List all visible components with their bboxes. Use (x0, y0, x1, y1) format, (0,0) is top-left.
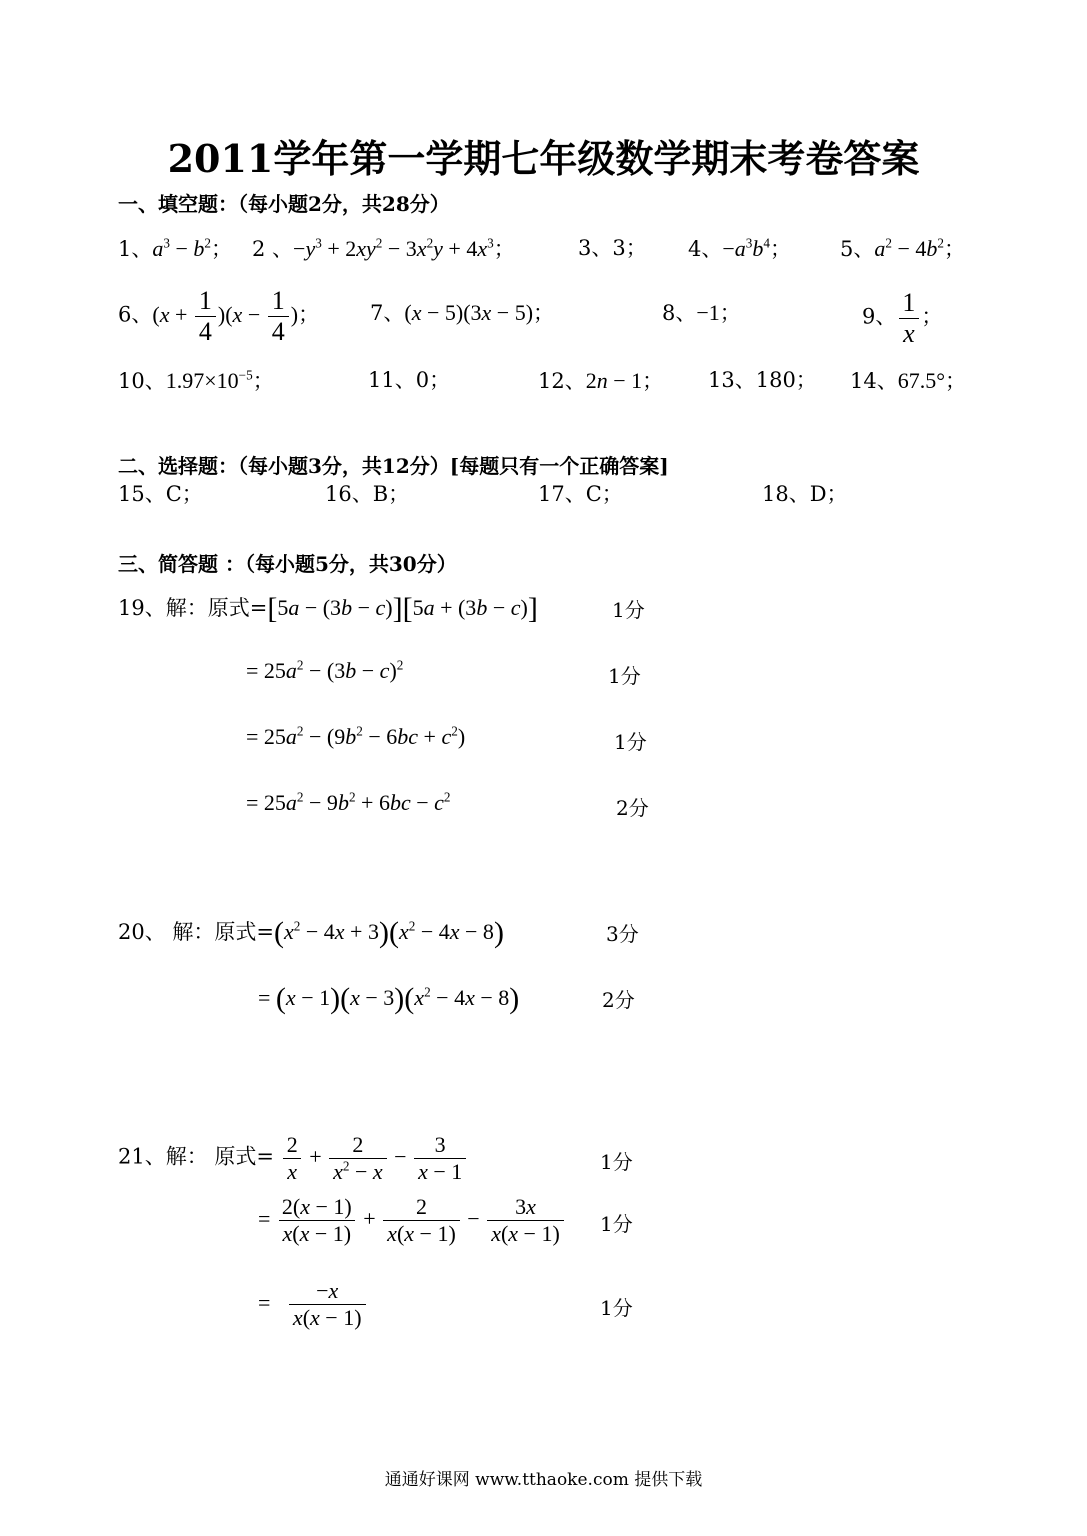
problem-21-line-3: = $\frac{-x}{x(x - 1)}$ (258, 1280, 368, 1329)
answer-16: 16、B； (325, 482, 410, 506)
answer-15: 15、C； (118, 482, 203, 506)
answer-17: 17、C； (538, 482, 623, 506)
problem-20-line-1: 20、 解：原式$=(x^2 - 4x + 3)(x^2 - 4x - 8)$ (118, 916, 504, 949)
answer-4: 4、$-a^3b^4$； (688, 235, 791, 261)
problem-19-line-3: = $25a^2 - (9b^2 - 6bc + c^2)$ (246, 723, 466, 749)
page-title: 2011学年第一学期七年级数学期末考卷答案 (167, 136, 920, 181)
answer-3: 3、3； (578, 236, 647, 260)
problem-19-score-3: 1分 (614, 730, 647, 754)
footer-note: 通通好课网 www.tthaoke.com 提供下载 (384, 1470, 703, 1490)
answer-9: 9、 $\frac{1}{x}$ ； (862, 288, 943, 348)
problem-21-score-1: 1分 (600, 1150, 633, 1174)
problem-20-score-2: 2分 (602, 988, 635, 1012)
section-fill-heading: 一、填空题：（每小题2分，共28分） (118, 192, 450, 216)
answer-6: 6、(x + $\frac{1}{4}$ )(x − $\frac{1}{4}$ )； (118, 286, 320, 346)
problem-19-line-1: 19、解：原式=[5a − (3b − c)][5a + (3b − c)] (118, 592, 538, 625)
problem-19-score-1: 1分 (612, 598, 645, 622)
problem-21-line-2: = $\frac{2(x - 1)}{x(x - 1)}$ + $\frac{2}{x(x - 1)}$ − $\frac{3x}{x(x - 1)}$ (258, 1196, 566, 1245)
problem-21-score-2: 1分 (600, 1212, 633, 1236)
problem-19-line-4: = $25a^2 - 9b^2 + 6bc - c^2$ (246, 789, 451, 815)
answer-5: 5、$a^2 - 4b^2$； (840, 235, 965, 261)
answer-8: 8、−1； (662, 300, 741, 325)
problem-19-score-4: 2分 (616, 796, 649, 820)
section-short-heading: 三、简答题 ：（每小题5分，共30分） (118, 552, 457, 576)
answer-13: 13、180； (708, 368, 817, 392)
problem-19-score-2: 1分 (608, 664, 641, 688)
answer-14: 14、67.5°； (850, 368, 967, 393)
answer-7: 7、(x − 5)(3x − 5)； (370, 300, 555, 325)
answer-18: 18、D； (762, 482, 848, 506)
answer-1: 1、$a^3 - b^2$； (118, 235, 232, 261)
problem-20-score-1: 3分 (606, 922, 639, 946)
answer-12: 12、2n − 1； (538, 368, 664, 393)
section-choice-heading: 二、选择题：（每小题3分，共12分）[每题只有一个正确答案] (118, 454, 669, 478)
problem-21-line-1: 21、解： 原式= $\frac{2}{x}$ + $\frac{2}{x^2 - x}$ − $\frac{3}{x - 1}$ (118, 1134, 468, 1183)
problem-20-line-2: = $(x - 1)(x - 3)(x^2 - 4x - 8)$ (258, 982, 520, 1015)
answer-2: 2 、$-y^3 + 2xy^2 - 3x^2y + 4x^3$； (252, 235, 515, 261)
answer-11: 11、0； (368, 368, 451, 392)
problem-19-line-2: = $25a^2 - (3b - c)^2$ (246, 657, 404, 683)
answer-10: 10、$1.97\times 10^{-5}$； (118, 367, 274, 393)
problem-21-score-3: 1分 (600, 1296, 633, 1320)
